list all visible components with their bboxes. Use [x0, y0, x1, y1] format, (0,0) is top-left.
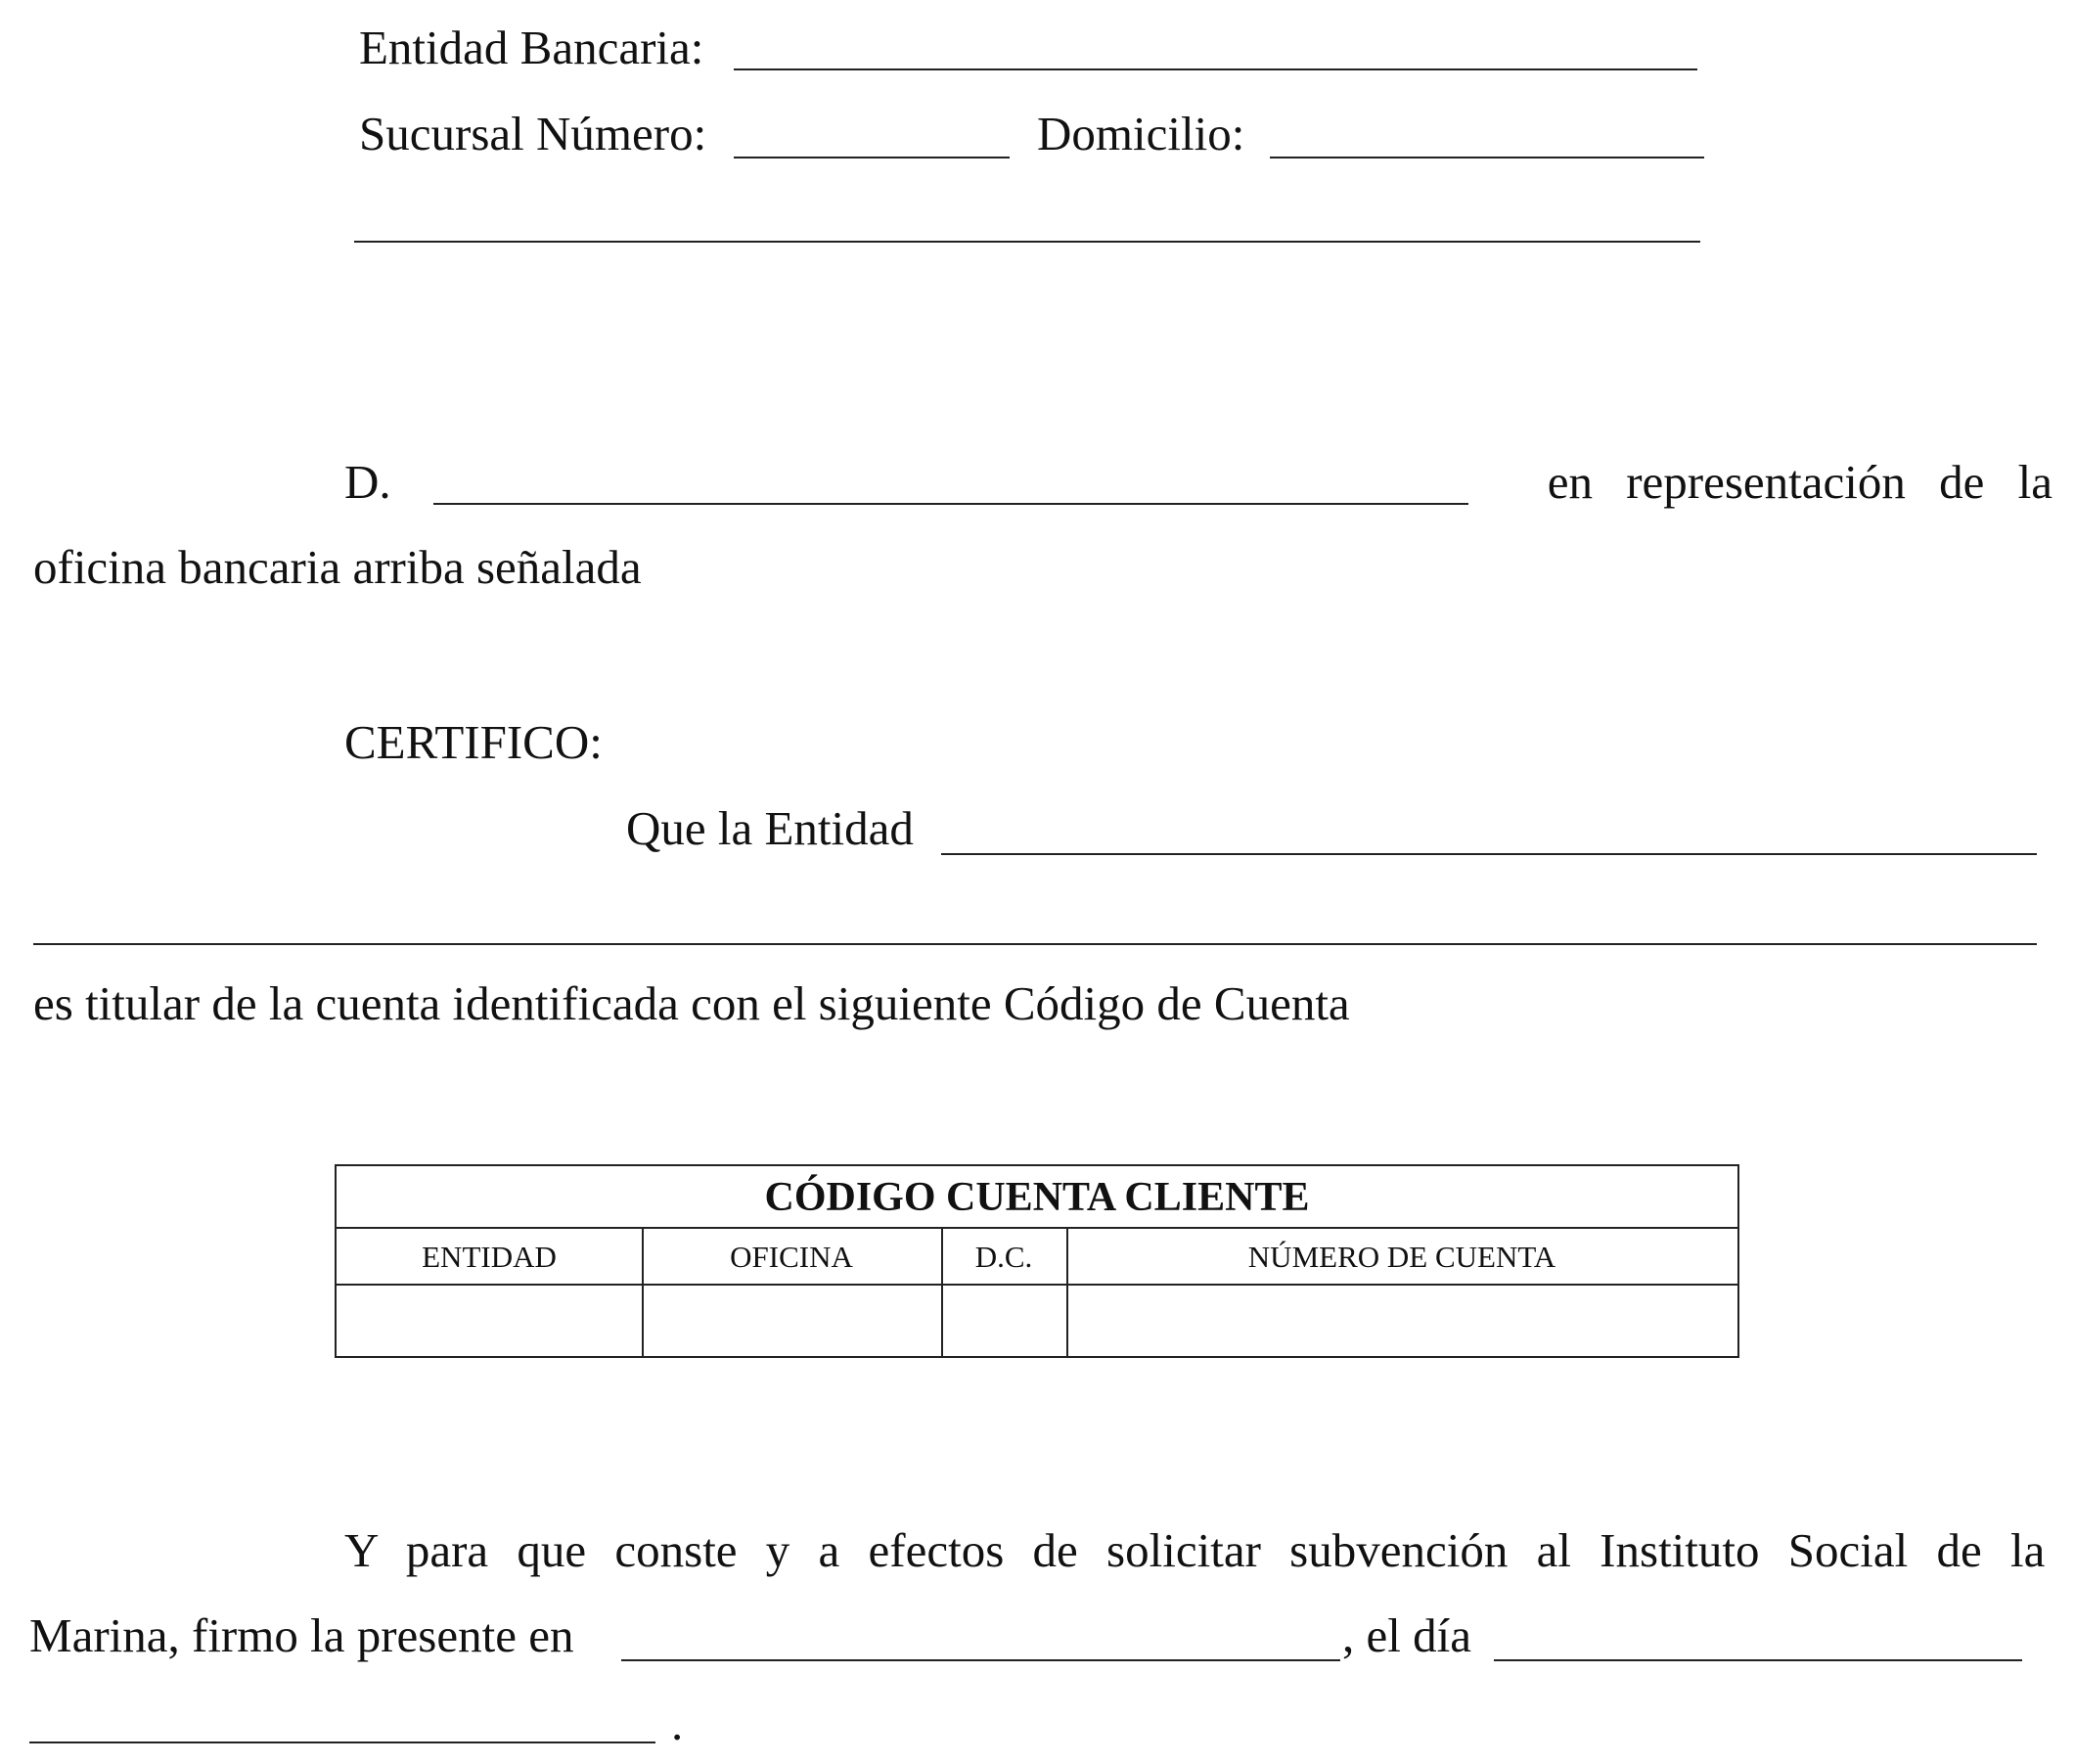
place-field[interactable] [621, 1659, 1340, 1661]
column-header-numero-cuenta: NÚMERO DE CUENTA [1066, 1229, 1737, 1286]
column-divider [1066, 1229, 1068, 1356]
titular-text: es titular de la cuenta identificada con el siguiente Código de Cuenta [33, 976, 1350, 1030]
numero-cuenta-input-cell[interactable] [1066, 1286, 1737, 1356]
account-table-title: CÓDIGO CUENTA CLIENTE [337, 1166, 1737, 1229]
date-field[interactable] [1494, 1659, 2022, 1661]
dc-input-cell[interactable] [941, 1286, 1066, 1356]
column-header-dc: D.C. [941, 1229, 1066, 1286]
closing-line-2-prefix: Marina, firmo la presente en [29, 1608, 574, 1662]
sucursal-numero-label: Sucursal Número: [359, 107, 707, 160]
sucursal-numero-field[interactable] [734, 157, 1010, 158]
column-divider [941, 1229, 943, 1356]
domicilio-field[interactable] [1270, 157, 1704, 158]
entidad-bancaria-label: Entidad Bancaria: [359, 21, 704, 74]
que-la-entidad-label: Que la Entidad [626, 801, 914, 855]
closing-line-2-middle: , el día [1342, 1608, 1471, 1662]
oficina-input-cell[interactable] [642, 1286, 941, 1356]
representative-continuation: oficina bancaria arriba señalada [33, 540, 642, 594]
domicilio-label: Domicilio: [1037, 107, 1245, 160]
domicilio-field-continuation[interactable] [354, 241, 1700, 243]
date-field-continuation[interactable] [29, 1741, 655, 1743]
entidad-name-field[interactable] [941, 853, 2037, 855]
account-code-table [335, 1164, 1739, 1358]
column-header-oficina: OFICINA [642, 1229, 941, 1286]
representative-name-field[interactable] [433, 503, 1468, 505]
closing-period: . [671, 1696, 684, 1750]
column-header-entidad: ENTIDAD [337, 1229, 642, 1286]
certifico-label: CERTIFICO: [344, 715, 603, 769]
entidad-bancaria-field[interactable] [734, 68, 1697, 70]
representative-prefix: D. [344, 455, 391, 509]
representative-suffix: en representación de la [1547, 455, 2052, 509]
entidad-input-cell[interactable] [337, 1286, 642, 1356]
entidad-name-field-continuation[interactable] [33, 943, 2037, 945]
closing-line-1: Y para que conste y a efectos de solicitar subvención al Instituto Social de la [344, 1523, 2046, 1577]
column-divider [642, 1229, 644, 1356]
